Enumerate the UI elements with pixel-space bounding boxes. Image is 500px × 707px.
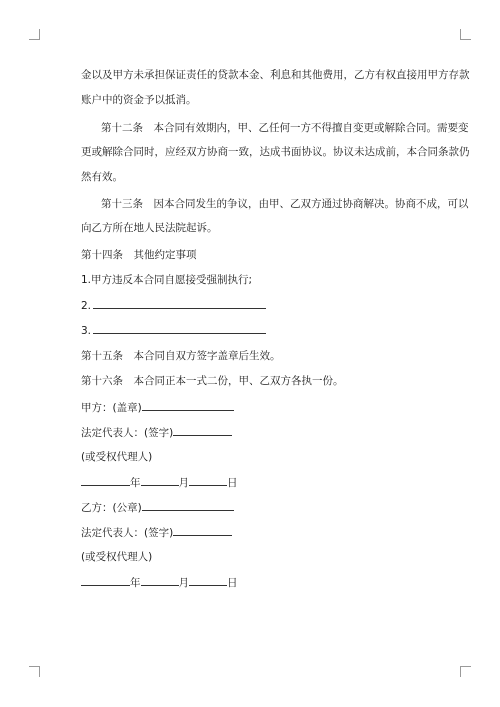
clause-12-line-3: 然有效。 xyxy=(81,171,123,183)
clause-14-heading: 第十四条 其他约定事项 xyxy=(81,249,197,261)
party-a-day-label: 日 xyxy=(227,477,238,489)
clause-14-item-1: 1.甲方违反本合同自愿接受强制执行; xyxy=(81,274,253,286)
crop-mark-top-left xyxy=(29,29,40,40)
item-3-number: 3. xyxy=(81,325,92,337)
clause-11-line-1: 金以及甲方未承担保证责任的贷款本金、利息和其他费用，乙方有权直接用甲方存款 xyxy=(81,69,470,81)
party-a-rep-label: 法定代表人：(签字) xyxy=(81,427,174,439)
party-b-seal-blank xyxy=(142,500,234,511)
party-b-month-blank xyxy=(141,575,179,586)
party-b-year-blank xyxy=(81,575,130,586)
party-b-date xyxy=(81,575,238,590)
party-a-label: 甲方：(盖章) xyxy=(81,402,142,414)
party-a-seal-blank xyxy=(142,400,234,411)
clause-12-line-2: 更或解除合同时，应经双方协商一致，达成书面协议。协议未达成前，本合同条款仍 xyxy=(81,146,470,158)
crop-mark-bottom-left xyxy=(29,666,40,677)
party-b-label: 乙方：(公章) xyxy=(81,502,142,514)
party-a-year-label: 年 xyxy=(130,477,141,489)
party-a-month-label: 月 xyxy=(178,477,189,489)
clause-11-line-2: 账户中的资金予以抵消。 xyxy=(81,94,197,106)
party-a-date xyxy=(81,475,238,490)
party-b-seal xyxy=(81,500,234,515)
clause-14-item-2 xyxy=(81,298,266,313)
clause-13-line-2: 向乙方所在地人民法院起诉。 xyxy=(81,222,218,234)
item-2-number: 2. xyxy=(81,300,92,312)
clause-16: 第十六条 本合同正本一式二份，甲、乙双方各执一份。 xyxy=(81,375,344,387)
party-b-day-blank xyxy=(189,575,227,586)
item-2-blank xyxy=(93,298,266,309)
clause-13-line-1: 第十三条 因本合同发生的争议，由甲、乙双方通过协商解决。协商不成，可以 xyxy=(101,198,469,210)
crop-mark-bottom-right xyxy=(460,666,471,677)
party-a-rep-blank xyxy=(173,425,232,436)
party-a-seal xyxy=(81,400,234,415)
party-a-month-blank xyxy=(141,475,179,486)
party-a-representative xyxy=(81,425,232,440)
crop-mark-top-right xyxy=(460,29,471,40)
party-b-rep-label: 法定代表人：(签字) xyxy=(81,527,174,539)
party-b-rep-blank xyxy=(173,525,232,536)
item-3-blank xyxy=(93,323,266,334)
party-a-year-blank xyxy=(81,475,130,486)
party-a-agent: (或受权代理人) xyxy=(81,451,153,463)
party-b-representative xyxy=(81,525,232,540)
clause-15: 第十五条 本合同自双方签字盖章后生效。 xyxy=(81,350,281,362)
party-a-day-blank xyxy=(189,475,227,486)
party-b-day-label: 日 xyxy=(227,577,238,589)
party-b-agent: (或受权代理人) xyxy=(81,551,153,563)
clause-14-item-3 xyxy=(81,323,266,338)
clause-12-line-1: 第十二条 本合同有效期内，甲、乙任何一方不得擅自变更或解除合同。需要变 xyxy=(101,122,469,134)
party-b-month-label: 月 xyxy=(178,577,189,589)
party-b-year-label: 年 xyxy=(130,577,141,589)
